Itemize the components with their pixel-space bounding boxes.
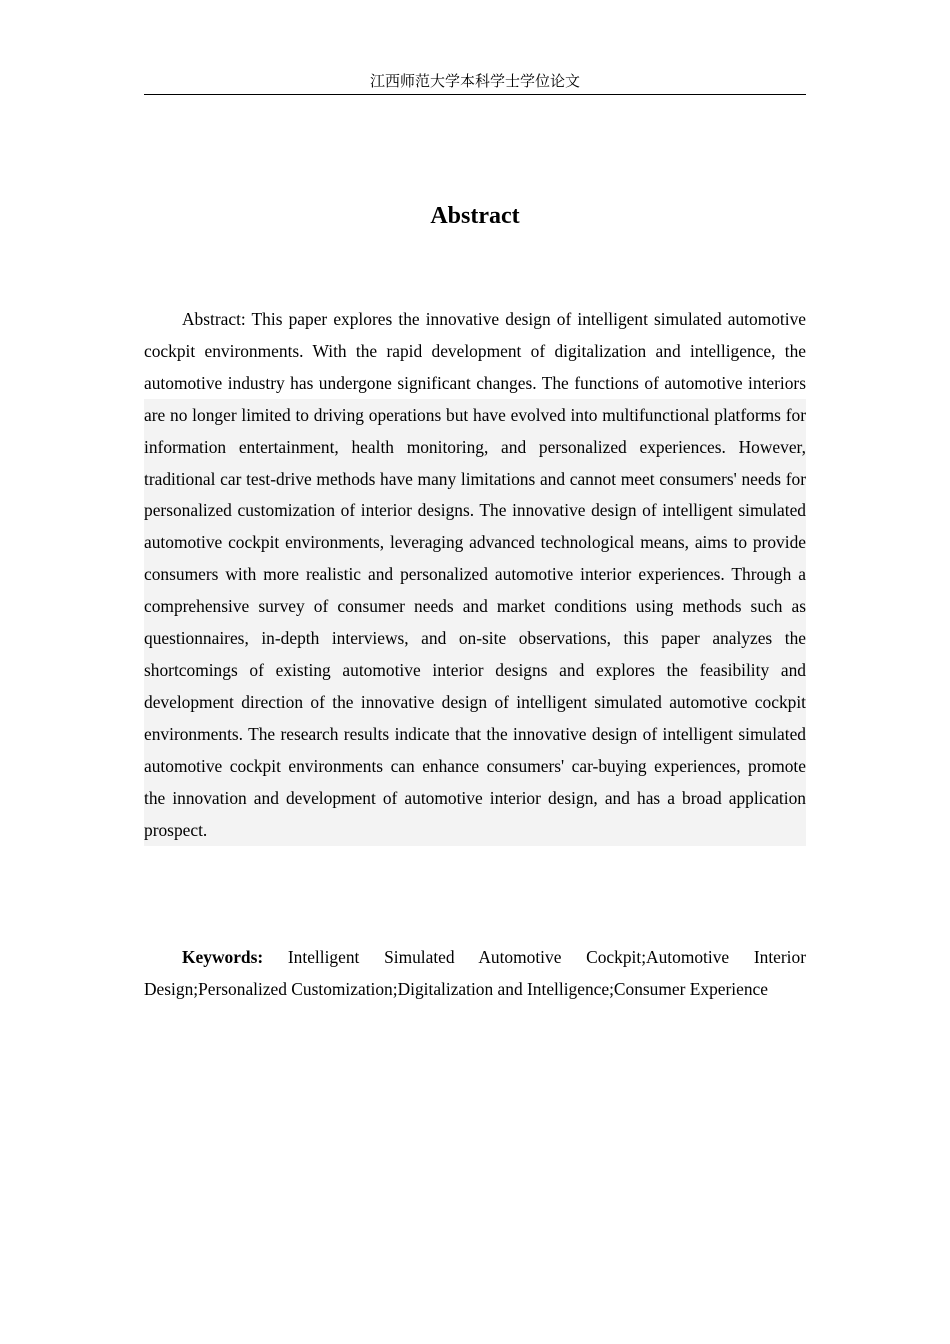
abstract-title: Abstract: [430, 203, 520, 229]
keywords-label: Keywords:: [182, 947, 264, 967]
page-header: [144, 68, 806, 95]
keywords-paragraph: [144, 942, 806, 1006]
header-title: 江西师范大学本科学士学位论文: [369, 72, 580, 90]
abstract-body: Abstract: This paper explores the innovative design of intelligent simulated automotive cockpit environments. With the rapid development of digitalization and intelligence, the automotive industry has undergone significant changes. The functions of automotive interiors are no longer limited to driving operations but have evolved into multifunctional platforms for information entertainment, health monitoring, and personalized experiences. However, traditional car test-drive methods have many limitations and cannot meet consumers' needs for personalized customization of interior designs. The innovative design of intelligent simulated automotive cockpit environments, leveraging advanced technological means, aims to provide consumers with more realistic and personalized automotive interior experiences. Through a comprehensive survey of consumer needs and market conditions using methods such as questionnaires, in-depth interviews, and on-site observations, this paper analyzes the shortcomings of existing automotive interior designs and explores the feasibility and development direction of the innovative design of intelligent simulated automotive cockpit environments. The research results indicate that the innovative design of intelligent simulated automotive cockpit environments can enhance consumers' car-buying experiences, promote the innovation and development of automotive interior design, and has a broad application prospect.: [144, 304, 806, 846]
keywords-text: Intelligent Simulated Automotive Cockpit;Automotive Interior Design;Personalized Customization;Digitalization and Intelligence;Consumer Experience: [144, 947, 806, 999]
